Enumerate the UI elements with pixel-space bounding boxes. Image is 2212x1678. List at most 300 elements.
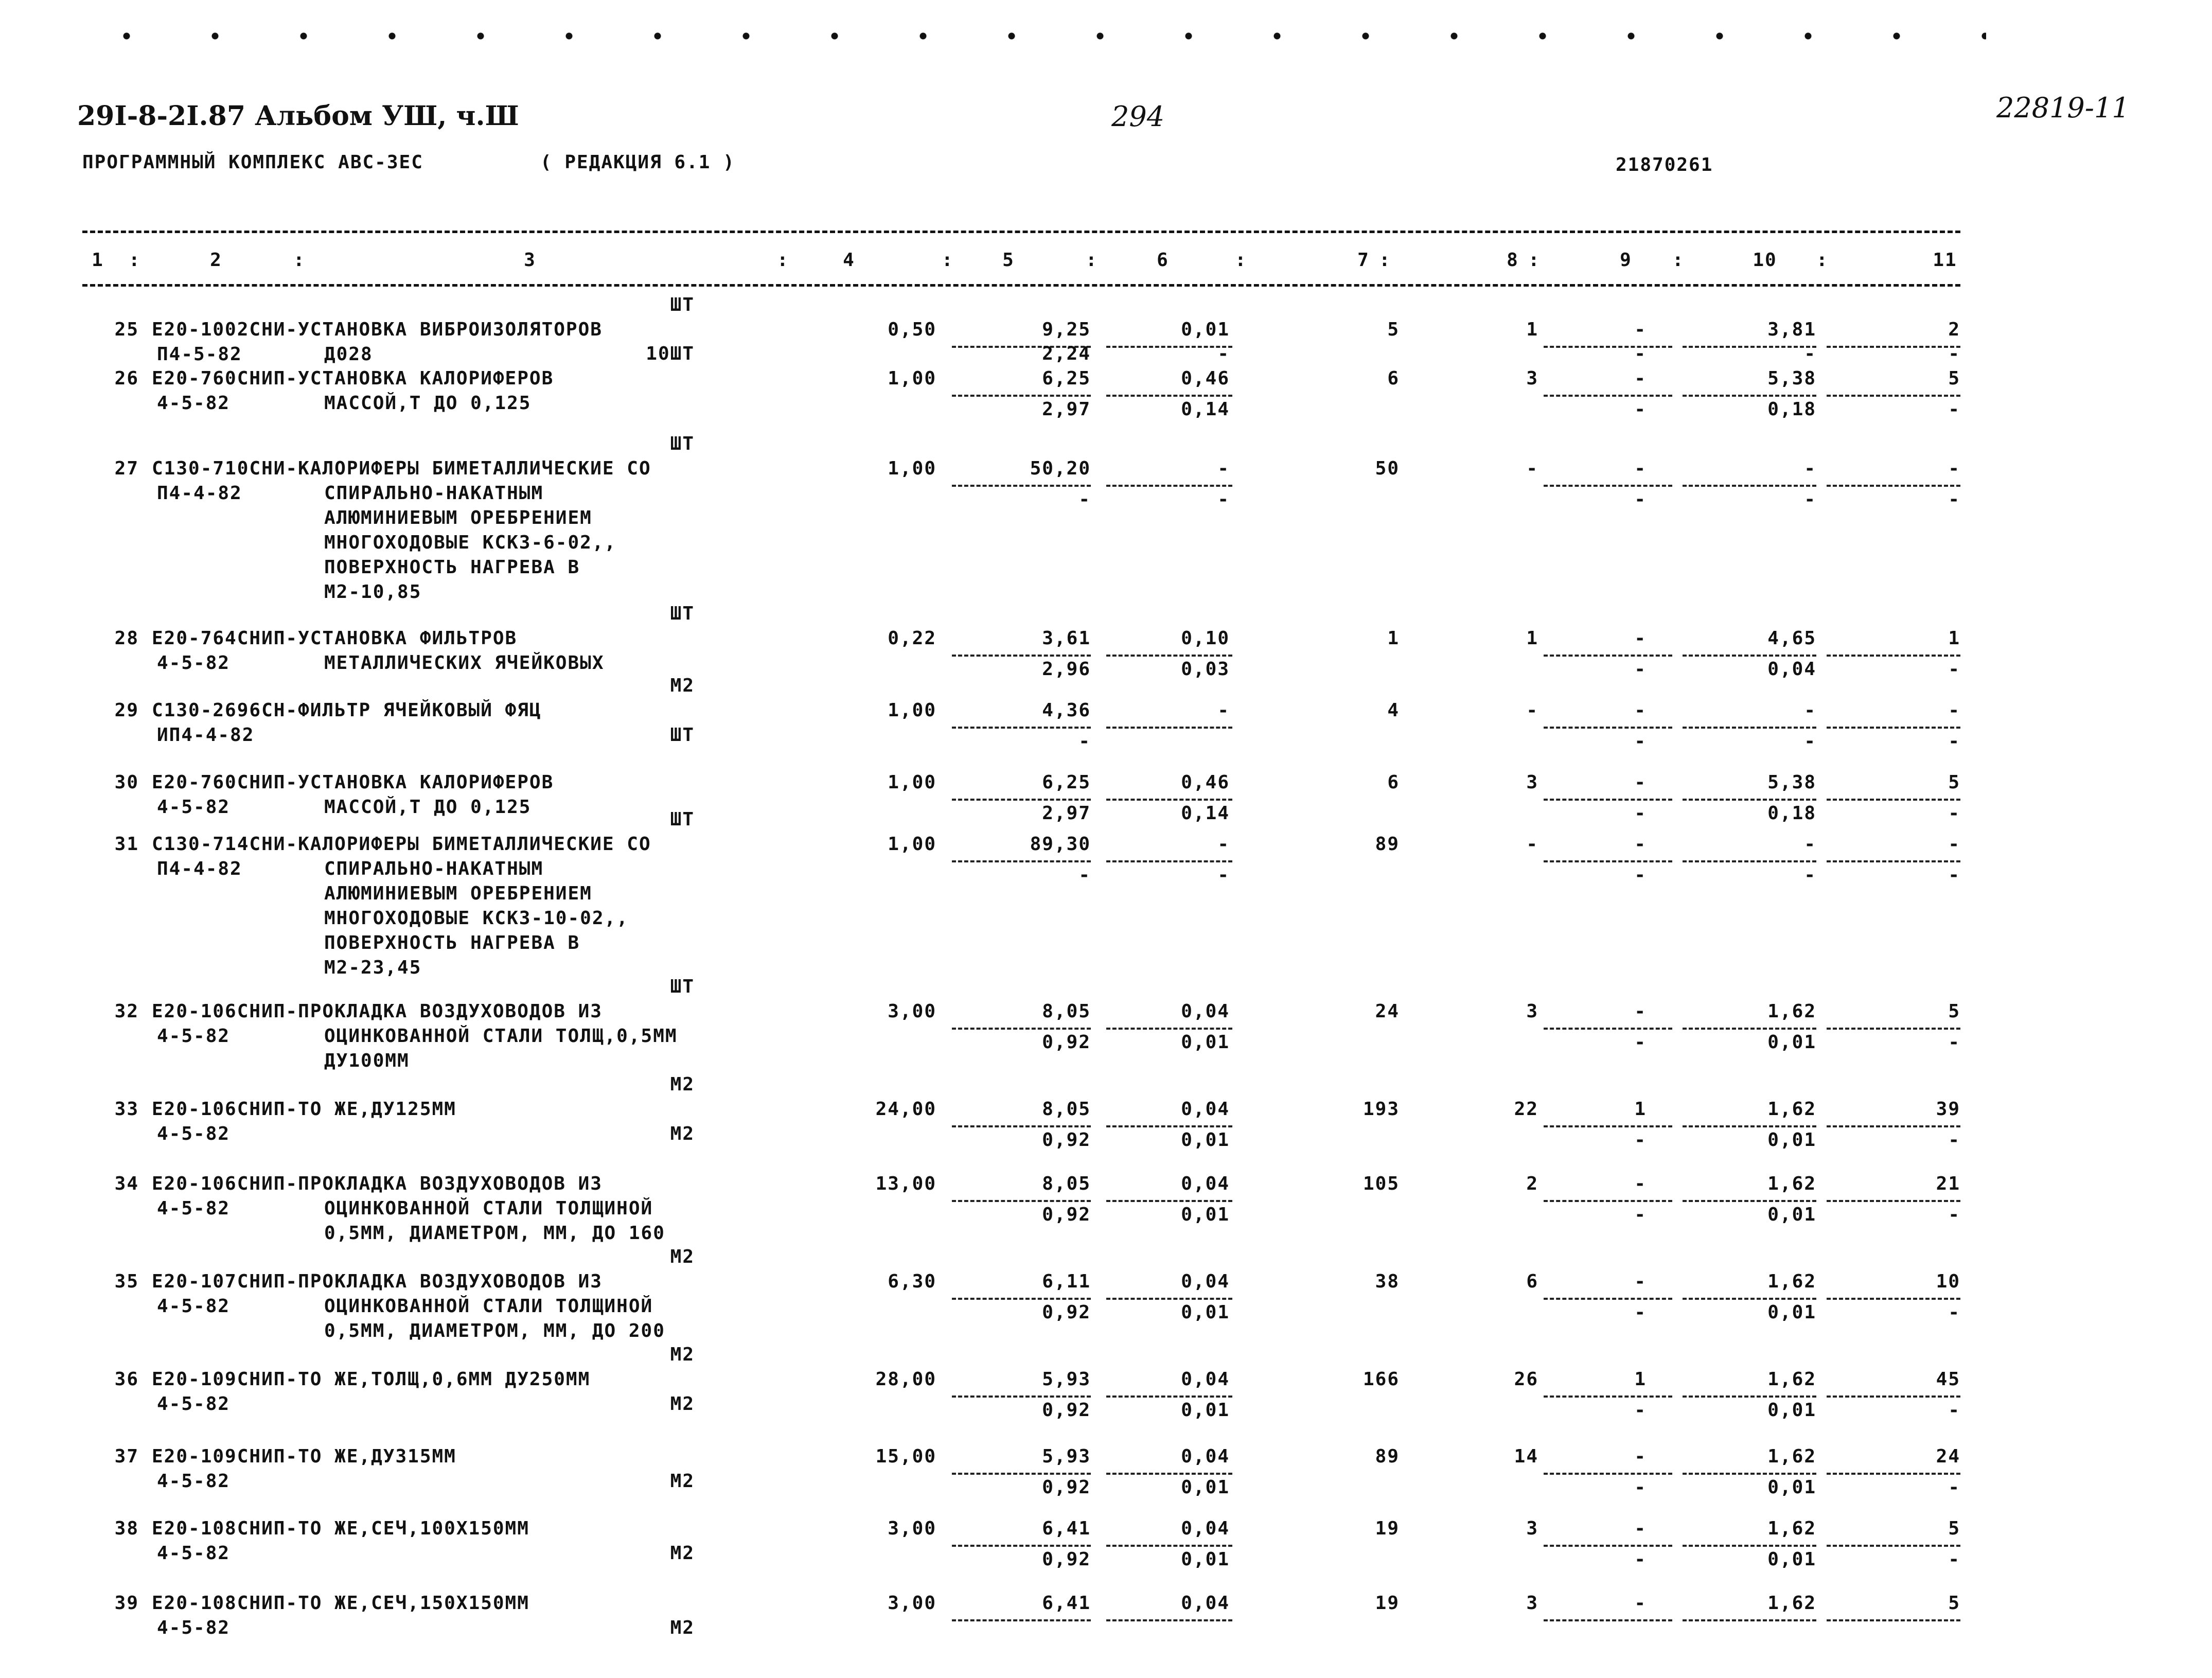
row-subrule xyxy=(1106,1028,1232,1030)
row-subrule xyxy=(1683,727,1816,729)
cell-c5: 6,41 xyxy=(1042,1518,1091,1539)
cell-c5: 6,11 xyxy=(1042,1271,1091,1292)
cell-c4: 3,00 xyxy=(888,1518,936,1539)
cell-c4: 15,00 xyxy=(875,1446,936,1467)
column-separator: : xyxy=(1528,250,1541,271)
column-header-2: 2 xyxy=(210,250,222,271)
cell-c10: 1,62 xyxy=(1767,1518,1816,1539)
cell-sub-c9: - xyxy=(1634,1302,1647,1323)
row-code-name: Е20-760СНИП-УСТАНОВКА КАЛОРИФЕРОВ xyxy=(152,772,554,793)
cell-sub-c10: 0,01 xyxy=(1767,1129,1816,1151)
row-norm-ref: 4-5-82 xyxy=(157,1296,231,1317)
row-subrule xyxy=(1683,395,1816,397)
row-name-continuation: 0,5ММ, ДИАМЕТРОМ, ММ, ДО 160 xyxy=(324,1223,665,1244)
cell-sub-c11: - xyxy=(1948,864,1960,886)
row-subrule xyxy=(1827,1545,1960,1547)
column-header-8: 8 xyxy=(1507,250,1519,271)
cell-c4: 1,00 xyxy=(888,458,936,479)
row-number: 25 xyxy=(114,319,139,340)
column-separator: : xyxy=(293,250,306,271)
cell-c9: - xyxy=(1634,1446,1647,1467)
unit-label: М2 xyxy=(670,1471,695,1492)
cell-c6: 0,46 xyxy=(1181,772,1230,793)
cell-c8: 2 xyxy=(1526,1173,1538,1194)
row-name-continuation: АЛЮМИНИЕВЫМ ОРЕБРЕНИЕМ xyxy=(324,883,592,904)
row-norm-ref: П4-5-82 xyxy=(157,344,242,365)
cell-sub-c5: 2,97 xyxy=(1042,399,1091,420)
row-subrule xyxy=(1544,1200,1672,1202)
cell-sub-c11: - xyxy=(1948,1549,1960,1570)
cell-c4: 6,30 xyxy=(888,1271,936,1292)
cell-c8: 26 xyxy=(1514,1369,1538,1390)
row-number: 27 xyxy=(114,458,139,479)
cell-c4: 28,00 xyxy=(875,1369,936,1390)
row-subrule xyxy=(1683,860,1816,862)
row-code-name: Е20-106СНИП-ТО ЖЕ,ДУ125ММ xyxy=(152,1099,456,1120)
cell-c9: 1 xyxy=(1634,1099,1647,1120)
row-subrule xyxy=(1544,1298,1672,1300)
row-subrule xyxy=(1683,1396,1816,1398)
cell-c8: 3 xyxy=(1526,772,1538,793)
row-subrule xyxy=(952,860,1091,862)
cell-sub-c9: - xyxy=(1634,489,1647,510)
cell-c11: 5 xyxy=(1948,1593,1960,1614)
cell-sub-c9: - xyxy=(1634,803,1647,824)
row-name-continuation: СПИРАЛЬНО-НАКАТНЫМ xyxy=(324,483,544,504)
cell-c11: 5 xyxy=(1948,772,1960,793)
row-subrule xyxy=(1827,1619,1960,1621)
row-name-continuation: М2-23,45 xyxy=(324,957,422,978)
row-name-continuation: МНОГОХОДОВЫЕ КСК3-6-02,, xyxy=(324,532,617,553)
cell-c10: 5,38 xyxy=(1767,772,1816,793)
row-subrule xyxy=(1544,485,1672,487)
unit-label: 10ШТ xyxy=(646,343,695,364)
cell-c6: 0,10 xyxy=(1181,628,1230,649)
cell-c9: - xyxy=(1634,1173,1647,1194)
cell-c6: 0,04 xyxy=(1181,1001,1230,1022)
cell-sub-c10: 0,18 xyxy=(1767,803,1816,824)
row-number: 31 xyxy=(114,834,139,855)
cell-c6: 0,04 xyxy=(1181,1518,1230,1539)
cell-c4: 1,00 xyxy=(888,368,936,389)
cell-c11: - xyxy=(1948,458,1960,479)
row-code-name: Е20-764СНИП-УСТАНОВКА ФИЛЬТРОВ xyxy=(152,628,518,649)
row-subrule xyxy=(1544,1125,1672,1127)
row-code-name: С130-714СНИ-КАЛОРИФЕРЫ БИМЕТАЛЛИЧЕСКИЕ СО xyxy=(152,834,651,855)
cell-sub-c9: - xyxy=(1634,864,1647,886)
cell-c9: - xyxy=(1634,368,1647,389)
row-subrule xyxy=(1106,655,1232,657)
cell-sub-c6: 0,01 xyxy=(1181,1302,1230,1323)
row-number: 37 xyxy=(114,1446,139,1467)
cell-sub-c9: - xyxy=(1634,1549,1647,1570)
row-subrule xyxy=(1106,860,1232,862)
cell-c10: 3,81 xyxy=(1767,319,1816,340)
program-name: ПРОГРАММНЫЙ КОМПЛЕКС АВС-ЗЕС xyxy=(82,152,423,173)
row-norm-ref: 4-5-82 xyxy=(157,1543,231,1564)
cell-c9: - xyxy=(1634,458,1647,479)
row-subrule xyxy=(1827,395,1960,397)
cell-sub-c5: 0,92 xyxy=(1042,1302,1091,1323)
row-subrule xyxy=(1683,1028,1816,1030)
cell-c10: 4,65 xyxy=(1767,628,1816,649)
row-number: 33 xyxy=(114,1099,139,1120)
cell-sub-c9: - xyxy=(1634,1400,1647,1421)
row-code-name: Е20-109СНИП-ТО ЖЕ,ДУ315ММ xyxy=(152,1446,456,1467)
cell-c7: 19 xyxy=(1375,1518,1400,1539)
cell-c4: 1,00 xyxy=(888,772,936,793)
cell-c6: 0,04 xyxy=(1181,1173,1230,1194)
row-name-continuation: СПИРАЛЬНО-НАКАТНЫМ xyxy=(324,858,544,879)
cell-sub-c11: - xyxy=(1948,1477,1960,1498)
row-name-continuation: МНОГОХОДОВЫЕ КСК3-10-02,, xyxy=(324,908,629,929)
header-top-rule xyxy=(82,231,1960,233)
cell-c4: 24,00 xyxy=(875,1099,936,1120)
cell-c10: 1,62 xyxy=(1767,1173,1816,1194)
cell-c8: 3 xyxy=(1526,368,1538,389)
cell-c8: 3 xyxy=(1526,1518,1538,1539)
column-header-1: 1 xyxy=(92,250,104,271)
row-norm-ref: 4-5-82 xyxy=(157,1026,231,1047)
cell-sub-c6: - xyxy=(1217,864,1230,886)
cell-prev-c11: - xyxy=(1948,343,1960,364)
row-code-name: Е20-108СНИП-ТО ЖЕ,СЕЧ,150Х150ММ xyxy=(152,1593,529,1614)
row-subrule xyxy=(1827,1028,1960,1030)
row-subrule xyxy=(952,1028,1091,1030)
cell-prev-c5: 2,24 xyxy=(1042,343,1091,364)
column-header-5: 5 xyxy=(1002,250,1015,271)
cell-c5: 9,25 xyxy=(1042,319,1091,340)
cell-sub-c6: 0,14 xyxy=(1181,803,1230,824)
cell-c5: 50,20 xyxy=(1030,458,1091,479)
document-id: 29I-8-2I.87 Альбом УШ, ч.Ш xyxy=(77,100,519,132)
cell-c11: 10 xyxy=(1936,1271,1960,1292)
unit-label: ШТ xyxy=(670,725,695,746)
cell-sub-c9: - xyxy=(1634,1477,1647,1498)
row-number: 29 xyxy=(114,700,139,721)
cell-c4: 1,00 xyxy=(888,700,936,721)
row-subrule xyxy=(1544,655,1672,657)
row-norm-ref: П4-4-82 xyxy=(157,483,242,504)
cell-sub-c10: - xyxy=(1804,864,1816,886)
cell-sub-c10: - xyxy=(1804,489,1816,510)
unit-label: М2 xyxy=(670,1617,695,1638)
cell-c4: 3,00 xyxy=(888,1593,936,1614)
cell-c10: 1,62 xyxy=(1767,1271,1816,1292)
cell-sub-c5: 2,97 xyxy=(1042,803,1091,824)
cell-c4: 3,00 xyxy=(888,1001,936,1022)
document-stamp: 22819-11 xyxy=(1996,92,2130,124)
column-separator: : xyxy=(1672,250,1685,271)
header-bottom-rule xyxy=(82,284,1960,287)
cell-sub-c11: - xyxy=(1948,399,1960,420)
unit-label: ШТ xyxy=(670,809,695,830)
cell-c5: 3,61 xyxy=(1042,628,1091,649)
row-subrule xyxy=(1106,485,1232,487)
row-subrule xyxy=(1544,395,1672,397)
row-subrule xyxy=(952,1396,1091,1398)
cell-c7: 105 xyxy=(1362,1173,1400,1194)
row-name-continuation: МАССОЙ,Т ДО 0,125 xyxy=(324,393,532,414)
row-subrule xyxy=(1827,1200,1960,1202)
cell-c9: - xyxy=(1634,319,1647,340)
row-code-name: Е20-106СНИП-ПРОКЛАДКА ВОЗДУХОВОДОВ ИЗ xyxy=(152,1173,603,1194)
edition: ( РЕДАКЦИЯ 6.1 ) xyxy=(540,152,735,173)
row-name-continuation: ОЦИНКОВАННОЙ СТАЛИ ТОЛЩ,0,5ММ xyxy=(324,1026,678,1047)
cell-sub-c11: - xyxy=(1948,1302,1960,1323)
cell-c6: - xyxy=(1217,700,1230,721)
program-code: 21870261 xyxy=(1616,154,1713,175)
row-subrule xyxy=(952,799,1091,801)
cell-sub-c6: - xyxy=(1217,489,1230,510)
row-number: 30 xyxy=(114,772,139,793)
row-norm-ref: П4-4-82 xyxy=(157,858,242,879)
cell-c7: 89 xyxy=(1375,1446,1400,1467)
cell-sub-c11: - xyxy=(1948,1032,1960,1053)
row-norm-ref: 4-5-82 xyxy=(157,652,231,674)
cell-c10: - xyxy=(1804,700,1816,721)
cell-c8: 6 xyxy=(1526,1271,1538,1292)
unit-label: ШТ xyxy=(670,976,695,997)
row-subrule xyxy=(1683,1125,1816,1127)
column-separator: : xyxy=(942,250,954,271)
cell-sub-c6: 0,03 xyxy=(1181,659,1230,680)
cell-c8: 14 xyxy=(1514,1446,1538,1467)
column-header-10: 10 xyxy=(1753,250,1777,271)
row-number: 36 xyxy=(114,1369,139,1390)
cell-c9: - xyxy=(1634,700,1647,721)
cell-sub-c5: 0,92 xyxy=(1042,1477,1091,1498)
cell-c7: 6 xyxy=(1387,772,1400,793)
unit-label: М2 xyxy=(670,675,695,696)
cell-c7: 193 xyxy=(1362,1099,1400,1120)
row-subrule xyxy=(1106,1200,1232,1202)
row-number: 32 xyxy=(114,1001,139,1022)
cell-sub-c11: - xyxy=(1948,1400,1960,1421)
cell-c10: - xyxy=(1804,834,1816,855)
row-name-continuation: ПОВЕРХНОСТЬ НАГРЕВА В xyxy=(324,932,580,953)
column-header-11: 11 xyxy=(1933,250,1957,271)
cell-c11: 21 xyxy=(1936,1173,1960,1194)
unit-label: М2 xyxy=(670,1123,695,1144)
row-code-name: С130-2696СН-ФИЛЬТР ЯЧЕЙКОВЫЙ ФЯЦ xyxy=(152,700,542,721)
cell-sub-c10: 0,01 xyxy=(1767,1302,1816,1323)
cell-c5: 8,05 xyxy=(1042,1099,1091,1120)
unit-label: М2 xyxy=(670,1074,695,1095)
row-norm-ref: 4-5-82 xyxy=(157,797,231,818)
row-name-continuation: ОЦИНКОВАННОЙ СТАЛИ ТОЛЩИНОЙ xyxy=(324,1198,653,1219)
cell-sub-c10: 0,01 xyxy=(1767,1204,1816,1225)
row-subrule xyxy=(1106,395,1232,397)
row-subrule xyxy=(1683,1619,1816,1621)
cell-sub-c11: - xyxy=(1948,659,1960,680)
cell-c6: 0,04 xyxy=(1181,1099,1230,1120)
unit-label: ШТ xyxy=(670,433,695,454)
cell-sub-c5: - xyxy=(1078,864,1091,886)
column-separator: : xyxy=(129,250,141,271)
cell-c5: 8,05 xyxy=(1042,1001,1091,1022)
cell-c11: 1 xyxy=(1948,628,1960,649)
cell-c5: 89,30 xyxy=(1030,834,1091,855)
row-norm-ref: 4-5-82 xyxy=(157,1393,231,1415)
cell-c10: 1,62 xyxy=(1767,1099,1816,1120)
cell-c5: 4,36 xyxy=(1042,700,1091,721)
cell-c9: - xyxy=(1634,1001,1647,1022)
cell-c11: 45 xyxy=(1936,1369,1960,1390)
cell-sub-c11: - xyxy=(1948,1204,1960,1225)
cell-c8: - xyxy=(1526,834,1538,855)
row-subrule xyxy=(952,1545,1091,1547)
cell-c5: 5,93 xyxy=(1042,1369,1091,1390)
row-subrule xyxy=(1827,1125,1960,1127)
cell-c10: 1,62 xyxy=(1767,1593,1816,1614)
row-number: 34 xyxy=(114,1173,139,1194)
row-code-name: Е20-107СНИП-ПРОКЛАДКА ВОЗДУХОВОДОВ ИЗ xyxy=(152,1271,603,1292)
cell-c7: 38 xyxy=(1375,1271,1400,1292)
row-subrule xyxy=(1683,485,1816,487)
cell-c11: - xyxy=(1948,834,1960,855)
column-header-4: 4 xyxy=(843,250,855,271)
row-subrule xyxy=(952,1125,1091,1127)
cell-sub-c6: 0,01 xyxy=(1181,1549,1230,1570)
row-code-name: Е20-106СНИП-ПРОКЛАДКА ВОЗДУХОВОДОВ ИЗ xyxy=(152,1001,603,1022)
row-subrule xyxy=(1106,1619,1232,1621)
cell-sub-c5: 0,92 xyxy=(1042,1129,1091,1151)
cell-c6: 0,04 xyxy=(1181,1369,1230,1390)
cell-c11: 2 xyxy=(1948,319,1960,340)
row-subrule xyxy=(1106,1125,1232,1127)
row-subrule xyxy=(1544,860,1672,862)
unit-label: М2 xyxy=(670,1393,695,1415)
cell-c7: 50 xyxy=(1375,458,1400,479)
cell-c4: 0,22 xyxy=(888,628,936,649)
cell-sub-c10: 0,01 xyxy=(1767,1032,1816,1053)
column-separator: : xyxy=(1235,250,1247,271)
cell-c9: - xyxy=(1634,628,1647,649)
cell-prev-c10: - xyxy=(1804,343,1816,364)
cell-c10: - xyxy=(1804,458,1816,479)
cell-sub-c5: 2,96 xyxy=(1042,659,1091,680)
row-subrule xyxy=(1544,1619,1672,1621)
cell-sub-c5: 0,92 xyxy=(1042,1549,1091,1570)
unit-label: М2 xyxy=(670,1344,695,1365)
cell-sub-c6: 0,01 xyxy=(1181,1032,1230,1053)
cell-sub-c5: - xyxy=(1078,489,1091,510)
row-name-continuation: ОЦИНКОВАННОЙ СТАЛИ ТОЛЩИНОЙ xyxy=(324,1296,653,1317)
cell-c8: - xyxy=(1526,700,1538,721)
cell-sub-c5: 0,92 xyxy=(1042,1400,1091,1421)
row-number: 38 xyxy=(114,1518,139,1539)
row-subrule xyxy=(952,1298,1091,1300)
row-subrule xyxy=(952,727,1091,729)
row-subrule xyxy=(1544,799,1672,801)
row-subrule xyxy=(1683,1298,1816,1300)
cell-c6: 0,04 xyxy=(1181,1593,1230,1614)
cell-c8: 1 xyxy=(1526,628,1538,649)
cell-c7: 6 xyxy=(1387,368,1400,389)
row-subrule xyxy=(952,395,1091,397)
top-dot-row xyxy=(82,31,1986,41)
cell-sub-c6: 0,01 xyxy=(1181,1400,1230,1421)
cell-c11: 5 xyxy=(1948,368,1960,389)
cell-c7: 4 xyxy=(1387,700,1400,721)
cell-c5: 6,41 xyxy=(1042,1593,1091,1614)
cell-c11: 39 xyxy=(1936,1099,1960,1120)
cell-sub-c5: - xyxy=(1078,731,1091,752)
cell-c10: 1,62 xyxy=(1767,1001,1816,1022)
row-subrule xyxy=(1544,727,1672,729)
cell-sub-c6: 0,01 xyxy=(1181,1129,1230,1151)
row-subrule xyxy=(1544,1473,1672,1475)
row-number: 39 xyxy=(114,1593,139,1614)
cell-c7: 89 xyxy=(1375,834,1400,855)
row-subrule xyxy=(1683,1473,1816,1475)
row-norm-ref: 4-5-82 xyxy=(157,393,231,414)
column-separator: : xyxy=(1379,250,1391,271)
cell-c7: 5 xyxy=(1387,319,1400,340)
column-header-3: 3 xyxy=(524,250,536,271)
cell-c9: - xyxy=(1634,772,1647,793)
row-subrule xyxy=(952,1200,1091,1202)
row-subrule xyxy=(1106,799,1232,801)
row-name-continuation: ПОВЕРХНОСТЬ НАГРЕВА В xyxy=(324,557,580,578)
row-code-name: Е20-760СНИП-УСТАНОВКА КАЛОРИФЕРОВ xyxy=(152,368,554,389)
cell-c6: - xyxy=(1217,834,1230,855)
row-subrule xyxy=(952,655,1091,657)
row-subrule xyxy=(1827,860,1960,862)
row-subrule xyxy=(952,1473,1091,1475)
row-subrule xyxy=(1106,1298,1232,1300)
cell-c5: 5,93 xyxy=(1042,1446,1091,1467)
cell-c11: 5 xyxy=(1948,1518,1960,1539)
cell-c8: 3 xyxy=(1526,1001,1538,1022)
cell-c9: - xyxy=(1634,834,1647,855)
column-separator: : xyxy=(1816,250,1829,271)
cell-prev-c9: - xyxy=(1634,343,1647,364)
row-subrule xyxy=(1827,799,1960,801)
cell-sub-c6: 0,14 xyxy=(1181,399,1230,420)
row-subrule xyxy=(1106,1545,1232,1547)
row-subrule xyxy=(1544,1545,1672,1547)
unit-label: ШТ xyxy=(670,294,695,315)
cell-sub-c5: 0,92 xyxy=(1042,1204,1091,1225)
cell-prev-c6: - xyxy=(1217,343,1230,364)
row-subrule xyxy=(1106,1396,1232,1398)
cell-sub-c10: 0,01 xyxy=(1767,1400,1816,1421)
cell-c9: - xyxy=(1634,1518,1647,1539)
cell-c5: 6,25 xyxy=(1042,772,1091,793)
row-name-continuation: МЕТАЛЛИЧЕСКИХ ЯЧЕЙКОВЫХ xyxy=(324,652,605,674)
cell-sub-c9: - xyxy=(1634,399,1647,420)
cell-c5: 6,25 xyxy=(1042,368,1091,389)
row-subrule xyxy=(1827,1396,1960,1398)
cell-c7: 166 xyxy=(1362,1369,1400,1390)
cell-sub-c11: - xyxy=(1948,803,1960,824)
row-subrule xyxy=(1683,1545,1816,1547)
cell-sub-c10: 0,18 xyxy=(1767,399,1816,420)
row-number: 35 xyxy=(114,1271,139,1292)
row-name-continuation: АЛЮМИНИЕВЫМ ОРЕБРЕНИЕМ xyxy=(324,507,592,528)
cell-sub-c10: 0,01 xyxy=(1767,1549,1816,1570)
row-subrule xyxy=(1106,727,1232,729)
cell-c7: 1 xyxy=(1387,628,1400,649)
cell-c4: 1,00 xyxy=(888,834,936,855)
row-subrule xyxy=(1106,1473,1232,1475)
cell-sub-c5: 0,92 xyxy=(1042,1032,1091,1053)
cell-c11: 5 xyxy=(1948,1001,1960,1022)
row-subrule xyxy=(1683,1200,1816,1202)
cell-sub-c9: - xyxy=(1634,731,1647,752)
